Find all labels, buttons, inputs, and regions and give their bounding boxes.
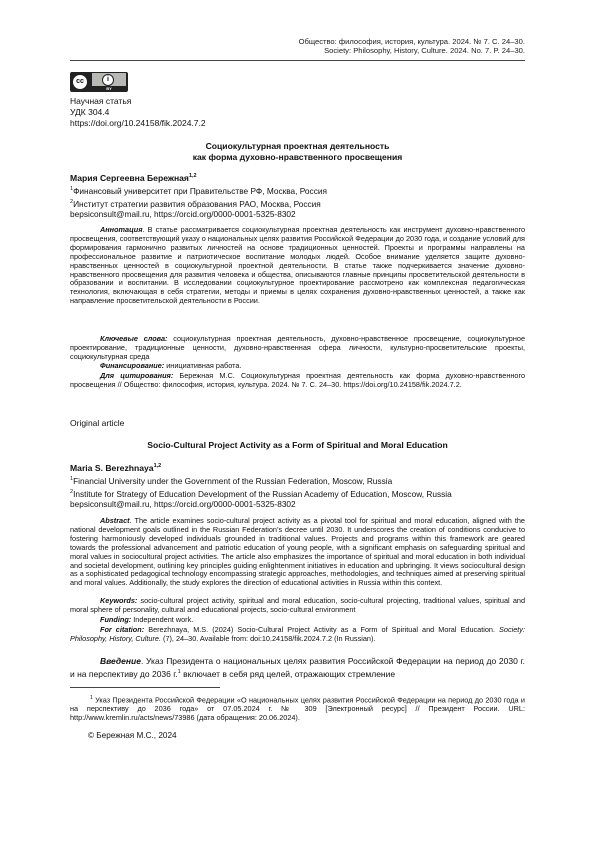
journal-header-en: Society: Philosophy, History, Culture. 2024. No. 7. P. 24–30. [324, 46, 525, 56]
affil-ru-1-text: Финансовый университет при Правительстве РФ, Москва, Россия [73, 185, 327, 196]
citation-en-journal: Society: Philosophy, History, Culture. [70, 625, 525, 643]
affiliation-ru-2 [70, 197, 525, 210]
intro-text2: включает в себя ряд целей, отражающих стремление [180, 668, 396, 679]
funding-en-text: Independent work. [131, 615, 194, 624]
intro-text1: . Указ Президента о национальных целях развития Российской Федерации на период до 2030 г. и на перспективу до 2036 г. [70, 656, 525, 679]
creative-commons-by-icon[interactable] [70, 72, 128, 92]
funding-ru-text: инициативная работа. [164, 361, 242, 370]
funding-en-label: Funding: [100, 615, 132, 624]
keywords-en-text: socio-cultural project activity, spiritual and moral education, socio-cultural projecting, traditional values, spiritual and moral sphere of personality, cultural and educational projects, socio-cultural environment [70, 596, 525, 614]
footnote [70, 694, 525, 723]
footnote-sup: 1 [90, 695, 93, 701]
journal-header-ru: Общество: философия, история, культура. 2024. № 7. С. 24–30. [298, 37, 525, 46]
affil-en-1-sup: 1 [70, 476, 74, 482]
author-ru-name: Мария Сергеевна Бережная [70, 173, 189, 183]
citation-en-text2: (7), 24–30. Available from: doi:10.24158/fik.2024.7.2 (In Russian). [160, 633, 376, 643]
citation-ru [70, 372, 525, 390]
title-ru-line2: как форма духовно-нравственного просвещения [192, 152, 403, 162]
article-type: Научная статья [70, 96, 132, 106]
cc-icon: cc [72, 74, 88, 90]
footnote-text: Указ Президента Российской Федерации «О национальных целях развития Российской Федерации на период до 2030 года и на перспективу до 2036 года» от 07.05.2024 г. № 309 [Электронный ресурс] // Президент России. URL: http://www.kremlin.ru/acts/news/73986 (дата обращения: 20.06.2024). [70, 695, 525, 723]
intro-paragraph [70, 656, 525, 680]
author-en-name: Maria S. Berezhnaya [70, 463, 154, 473]
title-ru-line1: Социокультурная проектная деятельность [205, 141, 390, 151]
abstract-en-label: Abstract [100, 516, 130, 525]
keywords-en-label: Keywords: [100, 596, 138, 605]
keywords-en [70, 597, 525, 615]
funding-ru [70, 362, 525, 371]
citation-ru-text: Бережная М.С. Социокультурная проектная деятельность как форма духовно-нравственного просвещения // Общество: философия, история, культура. 2024. № 7. С. 24–30. https://doi.org/10.24158/fik.2024.7.2. [70, 371, 525, 389]
keywords-ru [70, 335, 525, 362]
abstract-ru-text: . В статье рассматривается социокультурная проектная деятельность как инструмент духовно-нравственного просвещения, соответствующий указу о национальных целях развития Российской Федерации до 2030 года, и создание условий для формирования гармонично развитых личностей на основе традиционных ценностей. Проекты и программы направлены на профессиональное развитие и патриотическое воспитание молодых людей. Особое внимание уделяется защите духовно-нравственных ценностей в социокультурной проектной деятельности. В статье также подчеркивается значение духовно-нравственного просвещения для развития человека и общества, описываются главные принципы просветительской деятельности в образовании и воспитании. В исследовании социокультурное проектирование рассмотрено как комплексная педагогическая технология, включающая в себя стратегии, методы и приемы в целях сохранения духовно-нравственных ценностей, а также как направление просветительской деятельности в России. [70, 225, 525, 306]
funding-en [70, 616, 525, 625]
by-label: BY [92, 86, 126, 91]
intro-label: Введение [100, 656, 141, 666]
journal-header [299, 37, 525, 56]
keywords-ru-text: социокультурная проектная деятельность, духовно-нравственное просвещение, социокультурное проектирование, традиционные ценности, духовно-нравственная сфера личности, культурно-просветительские проекты, социокультурная среда [70, 334, 525, 361]
footnote-rule [70, 687, 220, 688]
udk: УДК 304.4 [70, 107, 110, 117]
by-panel [92, 73, 126, 91]
affil-en-2-text: Institute for Strategy of Education Development of the Russian Academy of Education, Moscow, Russia [73, 488, 452, 499]
affiliation-en-1 [70, 474, 525, 487]
article-meta [70, 96, 206, 129]
affil-ru-2-sup: 2 [70, 198, 74, 205]
copyright: © Бережная М.С., 2024 [88, 731, 177, 740]
affiliations-ru [70, 184, 525, 220]
person-icon: i [102, 74, 114, 86]
header-rule [70, 60, 525, 61]
title-ru [70, 141, 525, 163]
author-ru [70, 173, 197, 183]
citation-en [70, 626, 525, 644]
citation-en-text1: Berezhnaya, M.S. (2024) Socio-Cultural Project Activity as a Form of Spiritual and Moral Education. [144, 625, 500, 634]
keywords-ru-label: Ключевые слова: [100, 334, 168, 343]
abstract-ru-label: Аннотация [100, 225, 143, 234]
affiliations-en [70, 474, 525, 510]
affil-ru-1-sup: 1 [70, 186, 74, 192]
author-ru-sup: 1,2 [188, 173, 197, 180]
affil-ru-2-text: Институт стратегии развития образования РАО, Москва, Россия [73, 198, 321, 209]
abstract-en [70, 517, 525, 588]
abstract-en-text: . The article examines socio-cultural project activity as a pivotal tool for spiritual and moral education, aligned with the national development goals outlined in the Russian Federation’s decree until 2030. It underscores the creation of conditions conducive to fostering harmoniously developed individuals grounded in traditional values. Projects and programs within this framework are geared towards the professional advancement and patriotic education of young people, with a significant emphasis on safeguarding spiritual and moral values in sociocultural project activities. The article also emphasizes the importance of spiritual and moral education in both individual and societal development, outlining key principles guiding enlightenment initiatives in education and upbringing. It views sociocultural design as a sophisticated pedagogical technology encompassing strategic approaches, methodologies, and techniques aimed at preserving spiritual and moral values. Additionally, the study explores the direction of educational activities in Russia within this context. [70, 516, 525, 588]
affil-en-2-sup: 2 [70, 488, 74, 495]
author-en [70, 463, 161, 473]
article-type-en: Original article [70, 418, 125, 428]
contact-en[interactable]: bepsiconsult@mail.ru, https://orcid.org/0000-0001-5325-8302 [70, 499, 296, 510]
contact-ru[interactable]: bepsiconsult@mail.ru, https://orcid.org/0000-0001-5325-8302 [70, 209, 296, 220]
title-en: Socio-Cultural Project Activity as a Form of Spiritual and Moral Education [147, 440, 448, 450]
doi-link[interactable]: https://doi.org/10.24158/fik.2024.7.2 [70, 118, 206, 128]
affiliation-ru-1 [70, 184, 525, 197]
citation-ru-label: Для цитирования: [100, 371, 174, 380]
footnote-ref[interactable]: 1 [177, 669, 181, 675]
abstract-ru [70, 226, 525, 306]
funding-ru-label: Финансирование: [100, 361, 165, 370]
author-en-sup: 1,2 [153, 463, 162, 470]
citation-en-label: For citation: [100, 625, 145, 634]
affiliation-en-2 [70, 487, 525, 500]
affil-en-1-text: Financial University under the Government of the Russian Federation, Moscow, Russia [73, 475, 393, 486]
